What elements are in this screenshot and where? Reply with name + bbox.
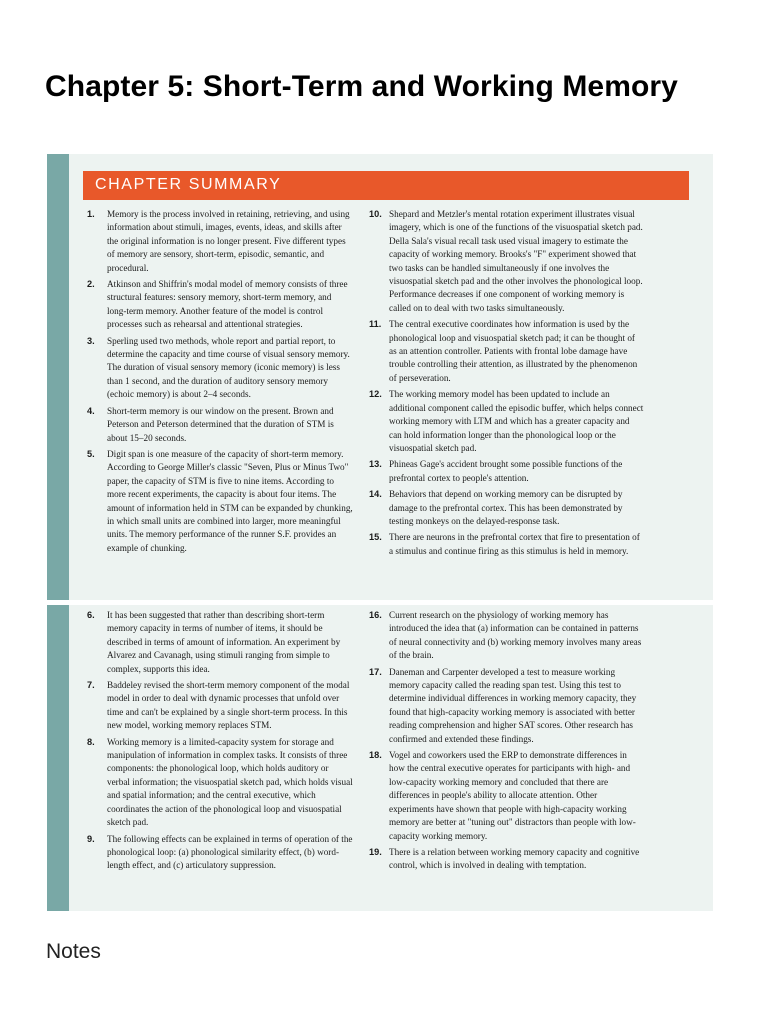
summary-item-text: Working memory is a limited-capacity system for storage and manipulation of information in complex tasks. It consists of three components: the phonological loop, which holds auditory or verbal information; the visuospatial sketch pad, which holds visual and spatial information; and the central executive, which coordinates the action of the phonological loop and visuospatial sketch pad. bbox=[107, 736, 353, 828]
summary-item-number: 12. bbox=[369, 389, 382, 400]
summary-item-number: 16. bbox=[369, 610, 382, 620]
summary-item bbox=[87, 278, 353, 332]
summary-item-text: Short-term memory is our window on the present. Brown and Peterson and Peterson determined that the duration of STM is about 15–20 seconds. bbox=[107, 405, 334, 443]
summary-item-text: The working memory model has been updated to include an additional component called the episodic buffer, which helps connect working memory with LTM and which has a greater capacity and can hold information longer than the phonological loop or the visuospatial sketch pad. bbox=[389, 389, 644, 453]
summary-item-text: It has been suggested that rather than describing short-term memory capacity in terms of number of items, it should be described in terms of amount of information. An experiment by Alvarez and Cavanagh, using stimuli ranging from simple to complex, supports this idea. bbox=[107, 610, 341, 674]
summary-item-number: 1. bbox=[87, 209, 95, 219]
chapter-summary-panel-bottom bbox=[47, 605, 713, 911]
summary-item-number: 4. bbox=[87, 405, 95, 416]
summary-item-text: Baddeley revised the short-term memory component of the modal model in order to deal with dynamic processes that unfold over time and can't be explained by a single short-term process. In this new model, working memory replaces STM. bbox=[107, 680, 350, 731]
summary-item-number: 3. bbox=[87, 335, 95, 346]
summary-column-left bbox=[87, 609, 353, 876]
notes-heading: Notes bbox=[46, 940, 101, 963]
summary-item bbox=[369, 458, 644, 485]
summary-item bbox=[87, 736, 353, 830]
summary-item bbox=[369, 488, 644, 528]
summary-item-text: Behaviors that depend on working memory can be disrupted by damage to the prefrontal cortex. This has been demonstrated by testing monkeys on the delayed-response task. bbox=[389, 489, 623, 526]
summary-item bbox=[369, 318, 644, 385]
summary-item-number: 13. bbox=[369, 459, 382, 470]
summary-item-text: The following effects can be explained in terms of operation of the phonological loop: (a) phonological similarity effect, (b) word-length effect, and (c) articulatory suppression. bbox=[107, 833, 353, 871]
summary-item-number: 18. bbox=[369, 750, 382, 761]
summary-item-text: There is a relation between working memory capacity and cognitive control, which is involved in dealing with temptation. bbox=[389, 846, 640, 871]
summary-item-text: Shepard and Metzler's mental rotation experiment illustrates visual imagery, which is one of the functions of the visuospatial sketch pad. Della Sala's visual recall task used visual imagery to estimate the capacity of working memory. Brooks's "F" experiment showed that two tasks can be handled simultaneously if one involves the visuospatial sketch pad and the other involves the phonological loop. Performance decreases if one component of working memory is called on to deal with two tasks simultaneously. bbox=[389, 209, 643, 313]
panel-side-bar bbox=[47, 605, 69, 911]
summary-item-text: Digit span is one measure of the capacity of short-term memory. According to George Miller's classic "Seven, Plus or Minus Two" paper, the capacity of STM is five to nine items. According to more recent experiments, the capacity is about four items. The amount of information held in STM can be expanded by chunking, in which small units are combined into larger, more meaningful units. The memory performance of the runner S.F. provides an example of chunking. bbox=[107, 448, 353, 553]
chapter-summary-title: CHAPTER SUMMARY bbox=[95, 176, 282, 193]
summary-item bbox=[369, 749, 644, 843]
summary-item bbox=[369, 208, 644, 315]
summary-item bbox=[87, 448, 353, 555]
summary-item bbox=[369, 609, 644, 663]
summary-column-right bbox=[369, 208, 644, 561]
summary-item-number: 15. bbox=[369, 532, 382, 543]
summary-item-text: Memory is the process involved in retaining, retrieving, and using information about stimuli, images, events, ideas, and skills after the original information is no longer present. Five different types of memory are sensory, short-term, episodic, semantic, and procedural. bbox=[107, 209, 350, 273]
summary-item-number: 10. bbox=[369, 209, 382, 219]
summary-item-text: Vogel and coworkers used the ERP to demonstrate differences in how the central executive operates for participants with high- and low-capacity working memory and concluded that there are differences in people's ability to allocate attention. Other experiments have shown that people with high-capacity working memory are better at "tuning out" distractors than people with low-capacity working memory. bbox=[389, 750, 636, 841]
summary-item-number: 2. bbox=[87, 279, 95, 290]
summary-item-text: Current research on the physiology of working memory has introduced the idea that (a) information can be contained in patterns of neural connectivity and (b) working memory involves many areas of the brain. bbox=[389, 610, 642, 661]
summary-item bbox=[369, 388, 644, 455]
summary-item-number: 9. bbox=[87, 833, 95, 844]
summary-item-text: The central executive coordinates how information is used by the phonological loop and visuospatial sketch pad; it can be thought of as an attention controller. Patients with frontal lobe damage have trouble controlling their attention, as illustrated by the phenomenon of perseveration. bbox=[389, 319, 638, 383]
summary-item bbox=[87, 833, 353, 873]
summary-item bbox=[87, 609, 353, 676]
summary-item-number: 14. bbox=[369, 489, 382, 500]
summary-item-number: 6. bbox=[87, 610, 95, 620]
summary-item-number: 8. bbox=[87, 736, 95, 747]
panel-side-bar bbox=[47, 154, 69, 600]
summary-item-number: 11. bbox=[369, 319, 382, 330]
summary-item-number: 17. bbox=[369, 666, 382, 677]
summary-item bbox=[369, 666, 644, 746]
chapter-summary-panel-top bbox=[47, 154, 713, 600]
chapter-summary-header bbox=[83, 171, 689, 200]
summary-item bbox=[87, 405, 353, 445]
summary-item-text: There are neurons in the prefrontal cortex that fire to presentation of a stimulus and continue firing as this stimulus is held in memory. bbox=[389, 532, 640, 556]
summary-item-text: Phineas Gage's accident brought some possible functions of the prefrontal cortex to people's attention. bbox=[389, 459, 623, 483]
summary-item bbox=[369, 846, 644, 873]
summary-item-text: Daneman and Carpenter developed a test to measure working memory capacity called the reading span test. Using this test to determine individual differences in working memory capacity, they found that high-capacity working memory is associated with better reading comprehension and higher SAT scores. Other research has confirmed and extended these findings. bbox=[389, 666, 637, 744]
summary-item-text: Atkinson and Shiffrin's modal model of memory consists of three structural features: sensory memory, short-term memory, and long-term memory. Another feature of the model is control processes such as rehearsal and attentional strategies. bbox=[107, 279, 348, 330]
summary-item bbox=[369, 531, 644, 558]
summary-item-number: 19. bbox=[369, 846, 382, 857]
summary-item bbox=[87, 208, 353, 275]
page-title: Chapter 5: Short-Term and Working Memory bbox=[45, 70, 678, 103]
summary-item bbox=[87, 335, 353, 402]
summary-column-left bbox=[87, 208, 353, 558]
summary-column-right bbox=[369, 609, 644, 876]
summary-item-number: 5. bbox=[87, 448, 95, 459]
summary-item-number: 7. bbox=[87, 680, 95, 691]
summary-item-text: Sperling used two methods, whole report and partial report, to determine the capacity and time course of visual sensory memory. The duration of visual sensory memory (iconic memory) is less than 1 second, and the duration of auditory sensory memory (echoic memory) is about 2–4 seconds. bbox=[107, 335, 350, 400]
summary-item bbox=[87, 679, 353, 733]
